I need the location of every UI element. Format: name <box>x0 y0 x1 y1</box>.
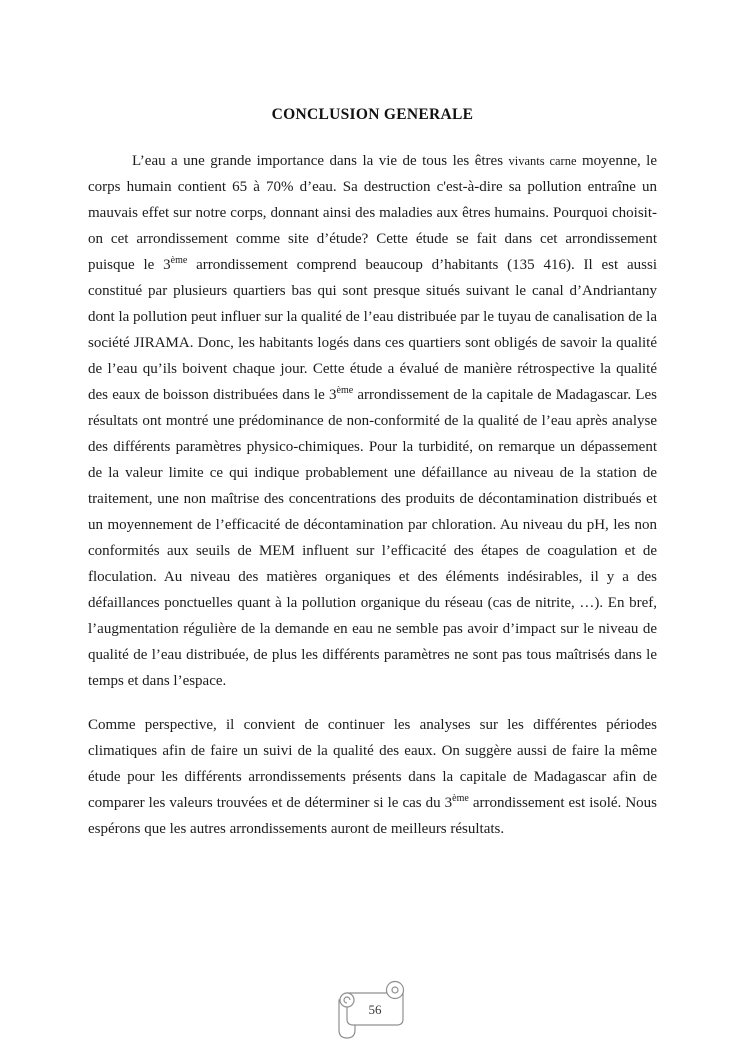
horizontal-scroll-shape <box>337 980 407 1040</box>
page-number: 56 <box>368 1002 382 1017</box>
document-body <box>88 148 657 842</box>
page-title: CONCLUSION GENERALE <box>271 106 474 123</box>
paragraph-perspective: Comme perspective, il convient de continuer les analyses sur les différentes périodes climatiques afin de faire un suivi de la qualité des eaux. On suggère aussi de faire la même étude pour les différents arrondissements présents dans la capitale de Madagascar afin de comparer les valeurs trouvées et de déterminer si le cas du 3ème arrondissement est isolé. Nous espérons que les autres arrondissements auront de meilleurs résultats. <box>88 717 657 837</box>
scroll-right-curl <box>387 982 404 999</box>
paragraph-conclusion: L’eau a une grande importance dans la vie de tous les êtres vivants carne moyenne, le corps humain contient 65 à 70% d’eau. Sa destruction c'est-à-dire sa pollution entraîne un mauvais effet sur notre corps, donnant ainsi des maladies aux êtres humains. Pourquoi choisit-on cet arrondissement comme site d’étude? Cette étude se fait dans cet arrondissement puisque le 3ème arrondissement comprend beaucoup d’habitants (135 416). Il est aussi constitué par plusieurs quartiers bas qui sont presque situés suivant le canal d’Andriantany dont la pollution peut influer sur la qualité de l’eau distribuée par le tuyau de canalisation de la société JIRAMA. Donc, les habitants logés dans ces quartiers sont obligés de savoir la qualité de l’eau qu’ils boivent chaque jour. Cette étude a évalué de manière rétrospective la qualité des eaux de boisson distribuées dans le 3ème arrondissement de la capitale de Madagascar. Les résultats ont montré une prédominance de non-conformité de la qualité de l’eau après analyse des différents paramètres physico-chimiques. Pour la turbidité, on remarque un dépassement de la valeur limite ce qui indique probablement une défaillance au niveau de la station de traitement, une non maîtrise des concentrations des produits de décontamination distribués et un moyennement de l’efficacité de décontamination par chloration. Au niveau du pH, les non conformités aux seuils de MEM influent sur l’efficacité des étapes de coagulation et de floculation. Au niveau des matières organiques et des éléments indésirables, il y a des défaillances ponctuelles quant à la pollution organique du réseau (cas de nitrite, …). En bref, l’augmentation régulière de la demande en eau ne semble pas avoir d’impact sur le niveau de qualité de l’eau distribuée, de plus les différents paramètres ne sont pas tous maîtrisés dans le temps et dans l’espace. <box>88 153 658 689</box>
scroll-left-roll-end <box>340 993 354 1007</box>
page-number-scroll <box>337 980 407 1040</box>
